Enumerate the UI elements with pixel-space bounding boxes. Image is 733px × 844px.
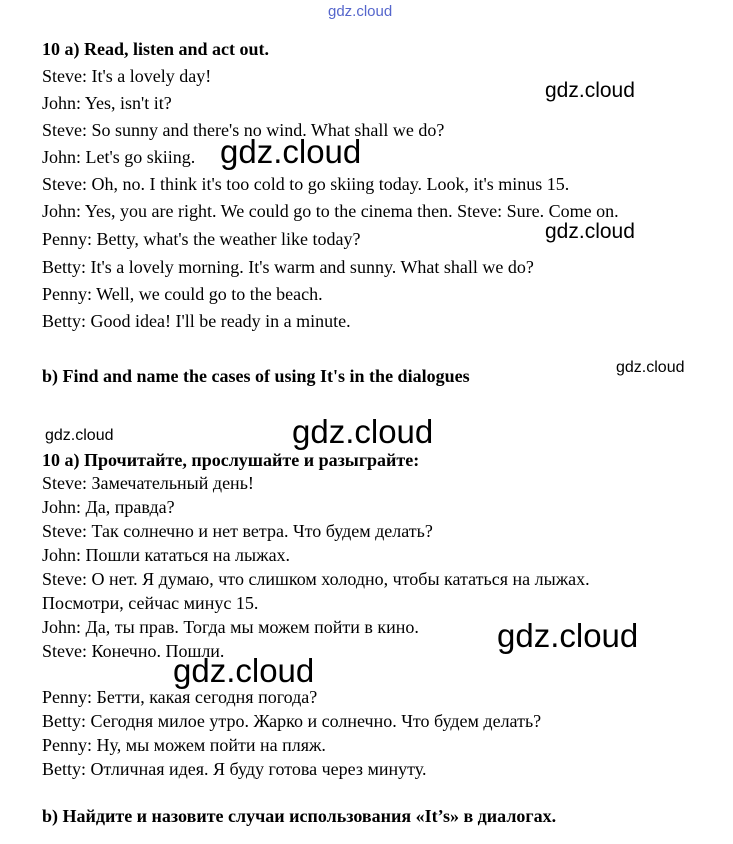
dialogue-line-en: Steve: Oh, no. I think it's too cold to go skiing today. Look, it's minus 15. [42, 174, 570, 194]
dialogue-line-ru: Steve: Так солнечно и нет ветра. Что будем делать? [42, 521, 433, 541]
dialogue-line-ru: Betty: Отличная идея. Я буду готова через минуту. [42, 759, 427, 779]
dialogue-line-ru: Steve: О нет. Я думаю, что слишком холодно, чтобы кататься на лыжах. [42, 569, 590, 589]
watermark: gdz.cloud [173, 652, 315, 689]
dialogue-line-ru: John: Да, ты прав. Тогда мы можем пойти в кино. [42, 617, 419, 637]
dialogue-line-en: Betty: Good idea! I'll be ready in a minute. [42, 311, 351, 331]
watermark: gdz.cloud [292, 413, 434, 450]
watermark-top: gdz.cloud [328, 3, 393, 20]
task-b-en: b) Find and name the cases of using It's in the dialogues [42, 366, 470, 386]
dialogue-line-en: Steve: It's a lovely day! [42, 66, 212, 86]
dialogue-line-ru: Penny: Ну, мы можем пойти на пляж. [42, 735, 326, 755]
dialogue-line-en: John: Yes, you are right. We could go to the cinema then. Steve: Sure. Come on. [42, 201, 619, 221]
task-b-ru: b) Найдите и назовите случаи использования «It’s» в диалогах. [42, 806, 557, 826]
watermark: gdz.cloud [220, 133, 362, 170]
watermark: gdz.cloud [497, 617, 639, 654]
exercise-heading-ru: 10 a) Прочитайте, прослушайте и разыграйте: [42, 450, 420, 470]
dialogue-line-ru: Betty: Сегодня милое утро. Жарко и солнечно. Что будем делать? [42, 711, 542, 731]
watermark: gdz.cloud [45, 427, 114, 444]
watermark: gdz.cloud [616, 359, 685, 376]
dialogue-line-en: Penny: Well, we could go to the beach. [42, 284, 323, 304]
watermark: gdz.cloud [545, 79, 635, 102]
dialogue-line-en: Penny: Betty, what's the weather like today? [42, 229, 361, 249]
dialogue-line-en: Steve: So sunny and there's no wind. What shall we do? [42, 120, 445, 140]
dialogue-line-en: John: Let's go skiing. [42, 147, 196, 167]
dialogue-line-ru: Penny: Бетти, какая сегодня погода? [42, 687, 318, 707]
dialogue-line-ru: Steve: Замечательный день! [42, 473, 254, 493]
dialogue-line-en: Betty: It's a lovely morning. It's warm and sunny. What shall we do? [42, 257, 534, 277]
dialogue-line-ru: John: Пошли кататься на лыжах. [42, 545, 291, 565]
dialogue-line-ru: Посмотри, сейчас минус 15. [42, 593, 259, 613]
dialogue-line-en: John: Yes, isn't it? [42, 93, 172, 113]
exercise-heading-en: 10 a) Read, listen and act out. [42, 39, 270, 59]
dialogue-line-ru: John: Да, правда? [42, 497, 175, 517]
dialogue-line-ru: Steve: Конечно. Пошли. [42, 641, 225, 661]
watermark: gdz.cloud [545, 220, 635, 243]
